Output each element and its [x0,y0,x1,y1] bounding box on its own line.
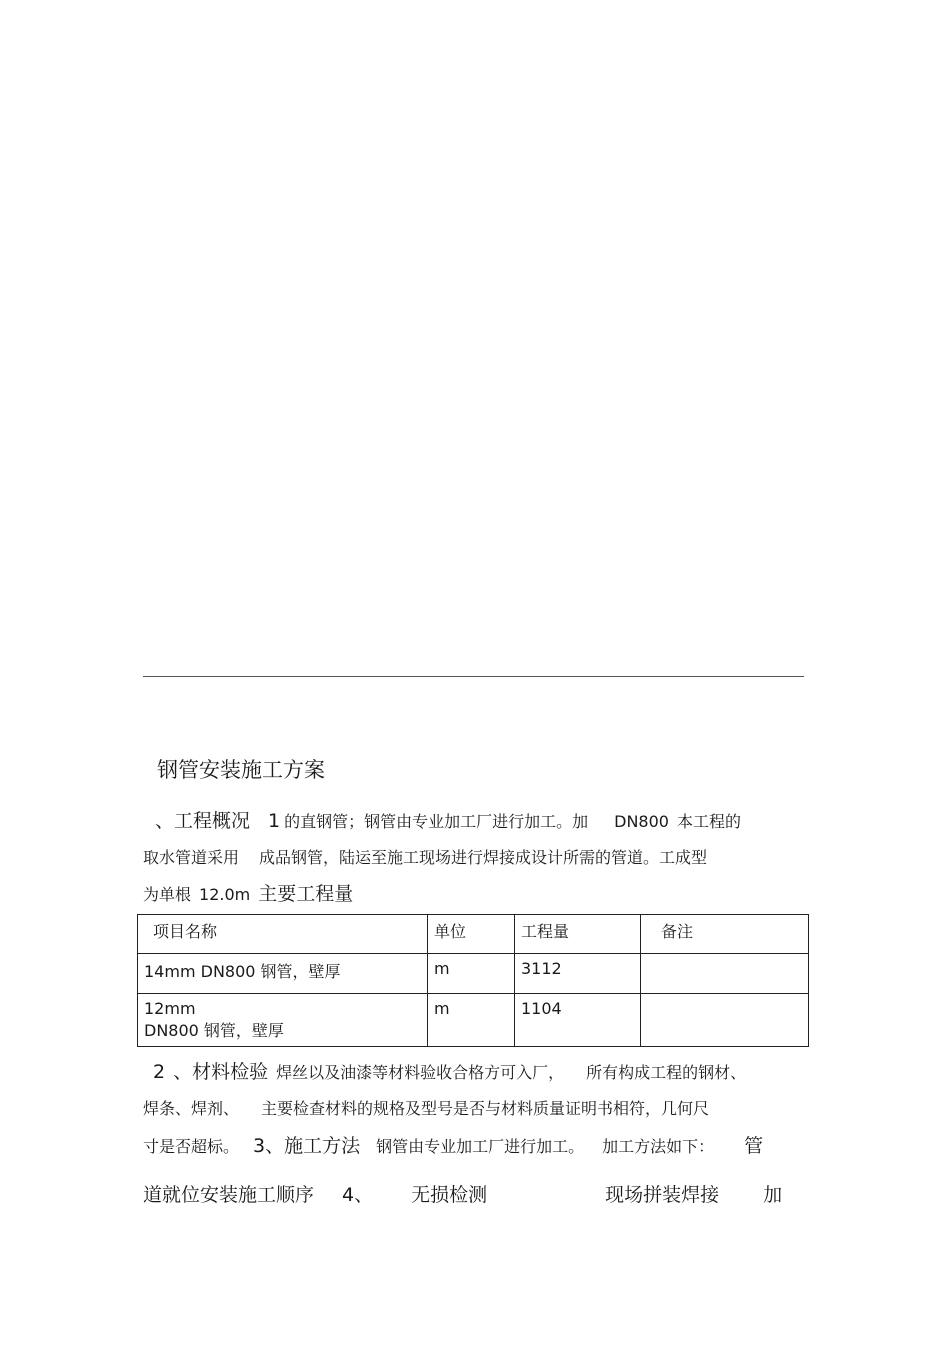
header-label: 单位 [434,922,467,941]
text-fragment: 所有构成工程的钢材、 [586,1063,747,1082]
table-cell [641,994,809,1047]
table-row [138,994,809,1047]
table-header-row [138,915,809,954]
text-fragment: 道就位安装施工顺序 [143,1184,315,1206]
text-fragment: 取水管道采用 [143,848,240,867]
section-heading-material-inspection: 、材料检验 [173,1061,269,1083]
header-label: 工程量 [521,922,570,941]
paragraph-line-3 [143,879,353,906]
table-cell [138,954,428,994]
text-fragment: 加 [763,1184,783,1206]
table-header-cell [428,915,515,954]
paragraph-line-1 [143,806,741,833]
header-label: 备注 [661,922,694,941]
header-label: 项目名称 [153,922,218,941]
text-fragment: 主要检查材料的规格及型号是否与材料质量证明书相符，几何尺 [261,1099,710,1118]
text-fragment: 本工程的 [676,812,741,831]
paragraph-line-2 [143,845,707,868]
cell-text: 14mm DN800 钢管，壁厚 [144,962,341,981]
text-fragment: 管 [744,1135,764,1157]
table-header-cell [641,915,809,954]
table-cell: 1104 [515,994,641,1047]
paragraph-line-7 [143,1180,782,1207]
table-cell: 3112 [515,954,641,994]
table-cell: m [428,994,515,1047]
cell-text: 12mm [144,999,196,1018]
table-cell: m [428,954,515,994]
text-fragment: 成品钢管，陆运至施工现场进行焊接成设计所需的管道。工成型 [259,848,708,867]
text-fragment: DN800 [614,812,669,831]
text-fragment: 12.0m [199,885,251,904]
paragraph-line-4 [143,1057,746,1084]
paragraph-line-6 [143,1131,763,1158]
text-fragment: 寸是否超标。 [143,1137,240,1156]
text-fragment: 2 [153,1061,166,1083]
text-fragment: 现场拼装焊接 [605,1184,720,1206]
text-fragment: 焊条、焊剂、 [143,1099,240,1118]
text-fragment: 加工方法如下： [602,1137,715,1156]
section-heading-construction-method: 3、施工方法 [253,1135,361,1157]
text-fragment: 焊丝以及油漆等材料验收合格方可入厂， [276,1063,565,1082]
text-fragment: 的直钢管；钢管由专业加工厂进行加工。加 [284,812,589,831]
horizontal-rule [143,676,804,677]
table-header-cell [515,915,641,954]
quantity-table [137,914,809,1047]
table-header-cell [138,915,428,954]
cell-text: DN800 钢管，壁厚 [144,1021,284,1040]
section-heading-quantities: 主要工程量 [258,883,354,905]
text-fragment: 为单根 [143,885,192,904]
text-fragment: 4、 [342,1184,374,1206]
table-row [138,954,809,994]
table-cell [641,954,809,994]
text-fragment: 1 [268,810,281,832]
text-fragment: 钢管由专业加工厂进行加工。 [376,1137,585,1156]
document-title: 钢管安装施工方案 [157,758,325,782]
table-cell [138,994,428,1047]
section-heading-overview: 、工程概况 [155,810,251,832]
section-heading-ndt: 无损检测 [411,1184,488,1206]
paragraph-line-5 [143,1096,709,1119]
